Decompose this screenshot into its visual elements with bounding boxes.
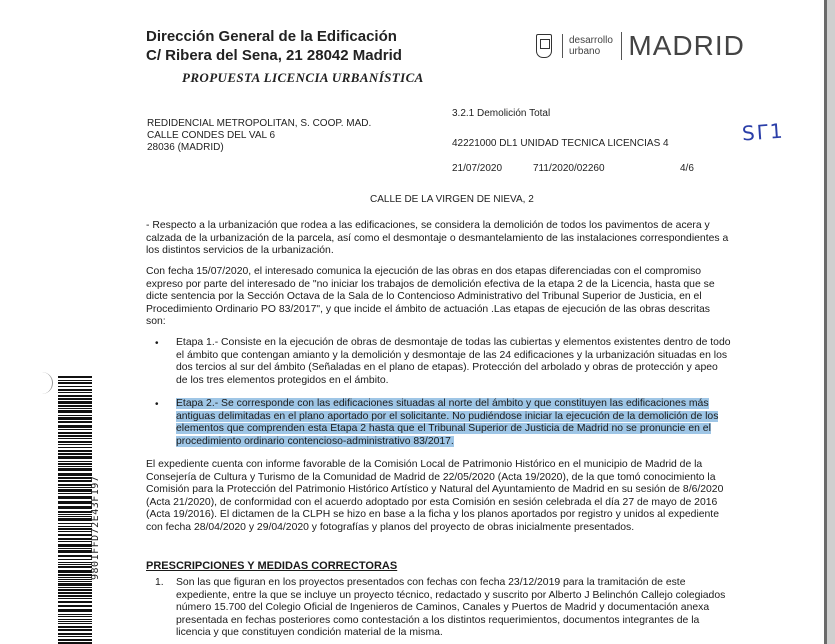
barcode-bar	[58, 395, 92, 397]
barcode-bar	[58, 534, 92, 536]
barcode-bar	[58, 544, 92, 547]
bullet-icon: •	[155, 338, 159, 349]
barcode-bar	[58, 405, 92, 407]
barcode-bar	[58, 609, 92, 612]
barcode-bar	[58, 559, 92, 560]
unidad-tramitadora: 42221000 DL1 UNIDAD TECNICA LICENCIAS 4	[452, 138, 669, 149]
barcode-bar	[58, 511, 92, 513]
barcode-bar	[58, 566, 92, 568]
emplazamiento: CALLE DE LA VIRGEN DE NIEVA, 2	[370, 194, 534, 205]
barcode-bar	[58, 477, 92, 479]
barcode-bar	[58, 432, 92, 434]
barcode-bar	[58, 447, 92, 448]
barcode-bar	[58, 444, 92, 445]
barcode-bar	[58, 623, 92, 624]
barcode-bar	[58, 570, 92, 573]
logo-city: MADRID	[628, 30, 745, 61]
barcode-bar	[58, 415, 92, 416]
barcode-bar	[58, 629, 92, 631]
barcode-bar	[58, 518, 92, 521]
logo-divider-2	[621, 32, 623, 60]
barcode-bar	[58, 583, 92, 586]
handwritten-annotation: SΓ1	[741, 118, 786, 146]
barcode-bar	[58, 489, 92, 492]
recipient-name: REDIDENCIAL METROPOLITAN, S. COOP. MAD.	[147, 118, 372, 129]
barcode-bar	[58, 438, 92, 439]
background-strip	[827, 0, 835, 644]
barcode-bar	[58, 435, 92, 437]
barcode-bar	[58, 441, 92, 443]
barcode-bar	[58, 473, 92, 476]
barcode-bar	[58, 421, 92, 423]
barcode-bar	[58, 468, 92, 471]
barcode-bar	[58, 380, 92, 381]
barcode-bar	[58, 463, 92, 465]
barcode-bar	[58, 619, 92, 620]
barcode-bar	[58, 496, 92, 499]
barcode-bar	[58, 579, 92, 580]
barcode-bar	[58, 598, 92, 599]
prescripcion-1: Son las que figuran en los proyectos presentados con fechas con fecha 23/12/2019 para la tramitación de este expediente, entre la que se incluye un proyecto técnico, redactado y suscrito por Alberto J Belinchón Callejo colegiados número 15.700 del Colegio Oficial de Ingenieros de Caminos, Canales y Puertos de Madrid y documentación anexa presentada en fechas posteriores como contestación a los distintos requerimientos, documentos integrantes de la licencia y que constituyen condición material de la misma.	[176, 577, 726, 639]
barcode-bar	[58, 429, 92, 430]
barcode-bar	[58, 466, 92, 467]
barcode-bar	[58, 514, 92, 515]
numero-expediente: 711/2020/02260	[533, 163, 605, 174]
barcode-bar	[58, 461, 92, 462]
barcode-bar	[58, 587, 92, 588]
paragraph-etapas: Con fecha 15/07/2020, el interesado comunica la ejecución de las obras en dos etapas diferenciadas con el compromiso expreso por parte del interesado de "no iniciar los trabajos de demolición efectiva de la etapa 2 de la Licencia, hasta que se dicte sentencia por la Sección Octava de la Sala de lo Contencioso Administrativo del Tribunal Superior de Justicia, en el Procedimiento Ordinario PO 83/2017", y que incide el ámbito de actuación .Las etapas de ejecución de las obras descritas son:	[146, 266, 715, 328]
barcode-bar	[58, 408, 92, 409]
page-number: 4/6	[680, 163, 694, 174]
barcode-bar	[58, 595, 92, 597]
barcode-bar	[58, 538, 92, 540]
barcode-bar	[58, 531, 92, 532]
barcode-bar	[58, 453, 92, 455]
barcode-bar	[58, 528, 92, 530]
barcode-bar	[58, 562, 92, 563]
barcode-bar	[58, 523, 92, 524]
madrid-crest-icon	[536, 34, 552, 58]
barcode-bar	[58, 614, 92, 615]
logo-subtitle: desarrollo urbano	[569, 35, 613, 57]
barcode-bar	[58, 605, 92, 607]
barcode-bar	[58, 389, 92, 391]
logo-divider	[562, 34, 563, 58]
barcode-bar	[58, 487, 92, 488]
barcode-bar	[58, 392, 92, 393]
etapa-1: Etapa 1.- Consiste en la ejecución de obras de desmontaje de todas las cubiertas y elementos existentes dentro de todo el ámbito que contengan amianto y la demolición y desmontaje de las 24 edificaciones y la urbanización situadas en los dos tercios al sur del ámbito (Señaladas en el plano de etapas). Protección del arbolado y obras de protección y apeo de los tres elementos protegidos en el ámbito.	[176, 337, 731, 386]
barcode-bar	[58, 601, 92, 603]
document-type: PROPUESTA LICENCIA URBANÍSTICA	[182, 70, 424, 85]
barcode	[58, 376, 92, 644]
barcode-bar	[58, 401, 92, 404]
barcode-bar	[58, 574, 92, 576]
etapa-2	[176, 398, 732, 448]
recipient-city: 28036 (MADRID)	[147, 142, 224, 153]
barcode-bar	[58, 493, 92, 494]
barcode-bar	[58, 589, 92, 591]
barcode-bar	[58, 581, 92, 582]
barcode-bar	[58, 398, 92, 400]
barcode-bar	[58, 636, 92, 637]
barcode-bar	[58, 550, 92, 553]
org-address: C/ Ribera del Sena, 21 28042 Madrid	[146, 47, 402, 64]
barcode-bar	[58, 501, 92, 504]
barcode-bar	[58, 541, 92, 542]
barcode-bar	[58, 633, 92, 635]
barcode-bar	[58, 484, 92, 486]
barcode-bar	[58, 456, 92, 459]
barcode-bar	[58, 639, 92, 641]
barcode-bar	[58, 548, 92, 549]
barcode-bar	[58, 516, 92, 517]
fecha: 21/07/2020	[452, 163, 503, 174]
barcode-label: 9801FFD72E43F197	[90, 475, 101, 580]
barcode-bar	[58, 592, 92, 594]
barcode-bar	[58, 564, 92, 565]
barcode-bar	[58, 425, 92, 428]
bullet-icon: •	[155, 399, 159, 410]
barcode-bar	[58, 386, 92, 387]
barcode-bar	[58, 626, 92, 628]
recipient-street: CALLE CONDES DEL VAL 6	[147, 130, 276, 141]
barcode-bar	[58, 480, 92, 482]
barcode-bar	[58, 616, 92, 617]
barcode-bar	[58, 376, 92, 378]
barcode-bar	[58, 526, 92, 527]
item-number: 1.	[155, 577, 164, 588]
section-title: PRESCRIPCIONES Y MEDIDAS CORRECTORAS	[146, 560, 398, 572]
barcode-bar	[58, 382, 92, 384]
org-name: Dirección General de la Edificación	[146, 28, 397, 45]
barcode-bar	[58, 410, 92, 413]
tipo-actuacion: 3.2.1 Demolición Total	[452, 108, 551, 119]
madrid-logo	[536, 28, 745, 64]
paragraph-urbanizacion: - Respecto a la urbanización que rodea a las edificaciones, se considera la demolición de todos los pavimentos de acera y calzada de la urbanización de la parcela, así como el desmontaje o desmantelamiento de las instalaciones correspondientes a los distintos servicios de la urbanización.	[146, 220, 729, 257]
punch-hole-mark	[38, 372, 53, 394]
barcode-bar	[58, 555, 92, 557]
paragraph-patrimonio: El expediente cuenta con informe favorable de la Comisión Local de Patrimonio Histórico en el municipio de Madrid de la Consejería de Cultura y Turismo de la Comunidad de Madrid de 22/05/2020 (Acta 19/2020), de la que tomó conocimiento la Comisión para la Protección del Patrimonio Histórico Artístico y Natural del Ayuntamiento de Madrid en su sesión de 8/6/2020 (Acta 21/2020), de conformidad con el acuerdo adoptado por esta Comisión en sesión celebrada el día 27 de mayo de 2016 (Acta 19/2016). El dictamen de la CLPH se hizo en base a la ficha y los planos aportados por registro y unidos al expediente con fecha 28/04/2020 y 29/04/2020 y fotografías y planos del proyecto de obras inicialmente presentados.	[146, 459, 724, 533]
highlighted-text: Etapa 2.- Se corresponde con las edificaciones situadas al norte del ámbito y que constituyen las edificaciones más antiguas delimitadas en el plano aportado por el solicitante. No pudiéndose iniciar la ejecución de la demolición de los elementos que comprenden esta Etapa 2 hasta que el Tribunal Superior de Justicia de Madrid no se pronuncie en el procedimiento ordinario contencioso-administrativo 83/2017.	[176, 398, 719, 447]
barcode-bar	[58, 506, 92, 509]
barcode-bar	[58, 621, 92, 622]
barcode-bar	[58, 417, 92, 420]
barcode-bar	[58, 450, 92, 452]
barcode-bar	[58, 577, 92, 578]
